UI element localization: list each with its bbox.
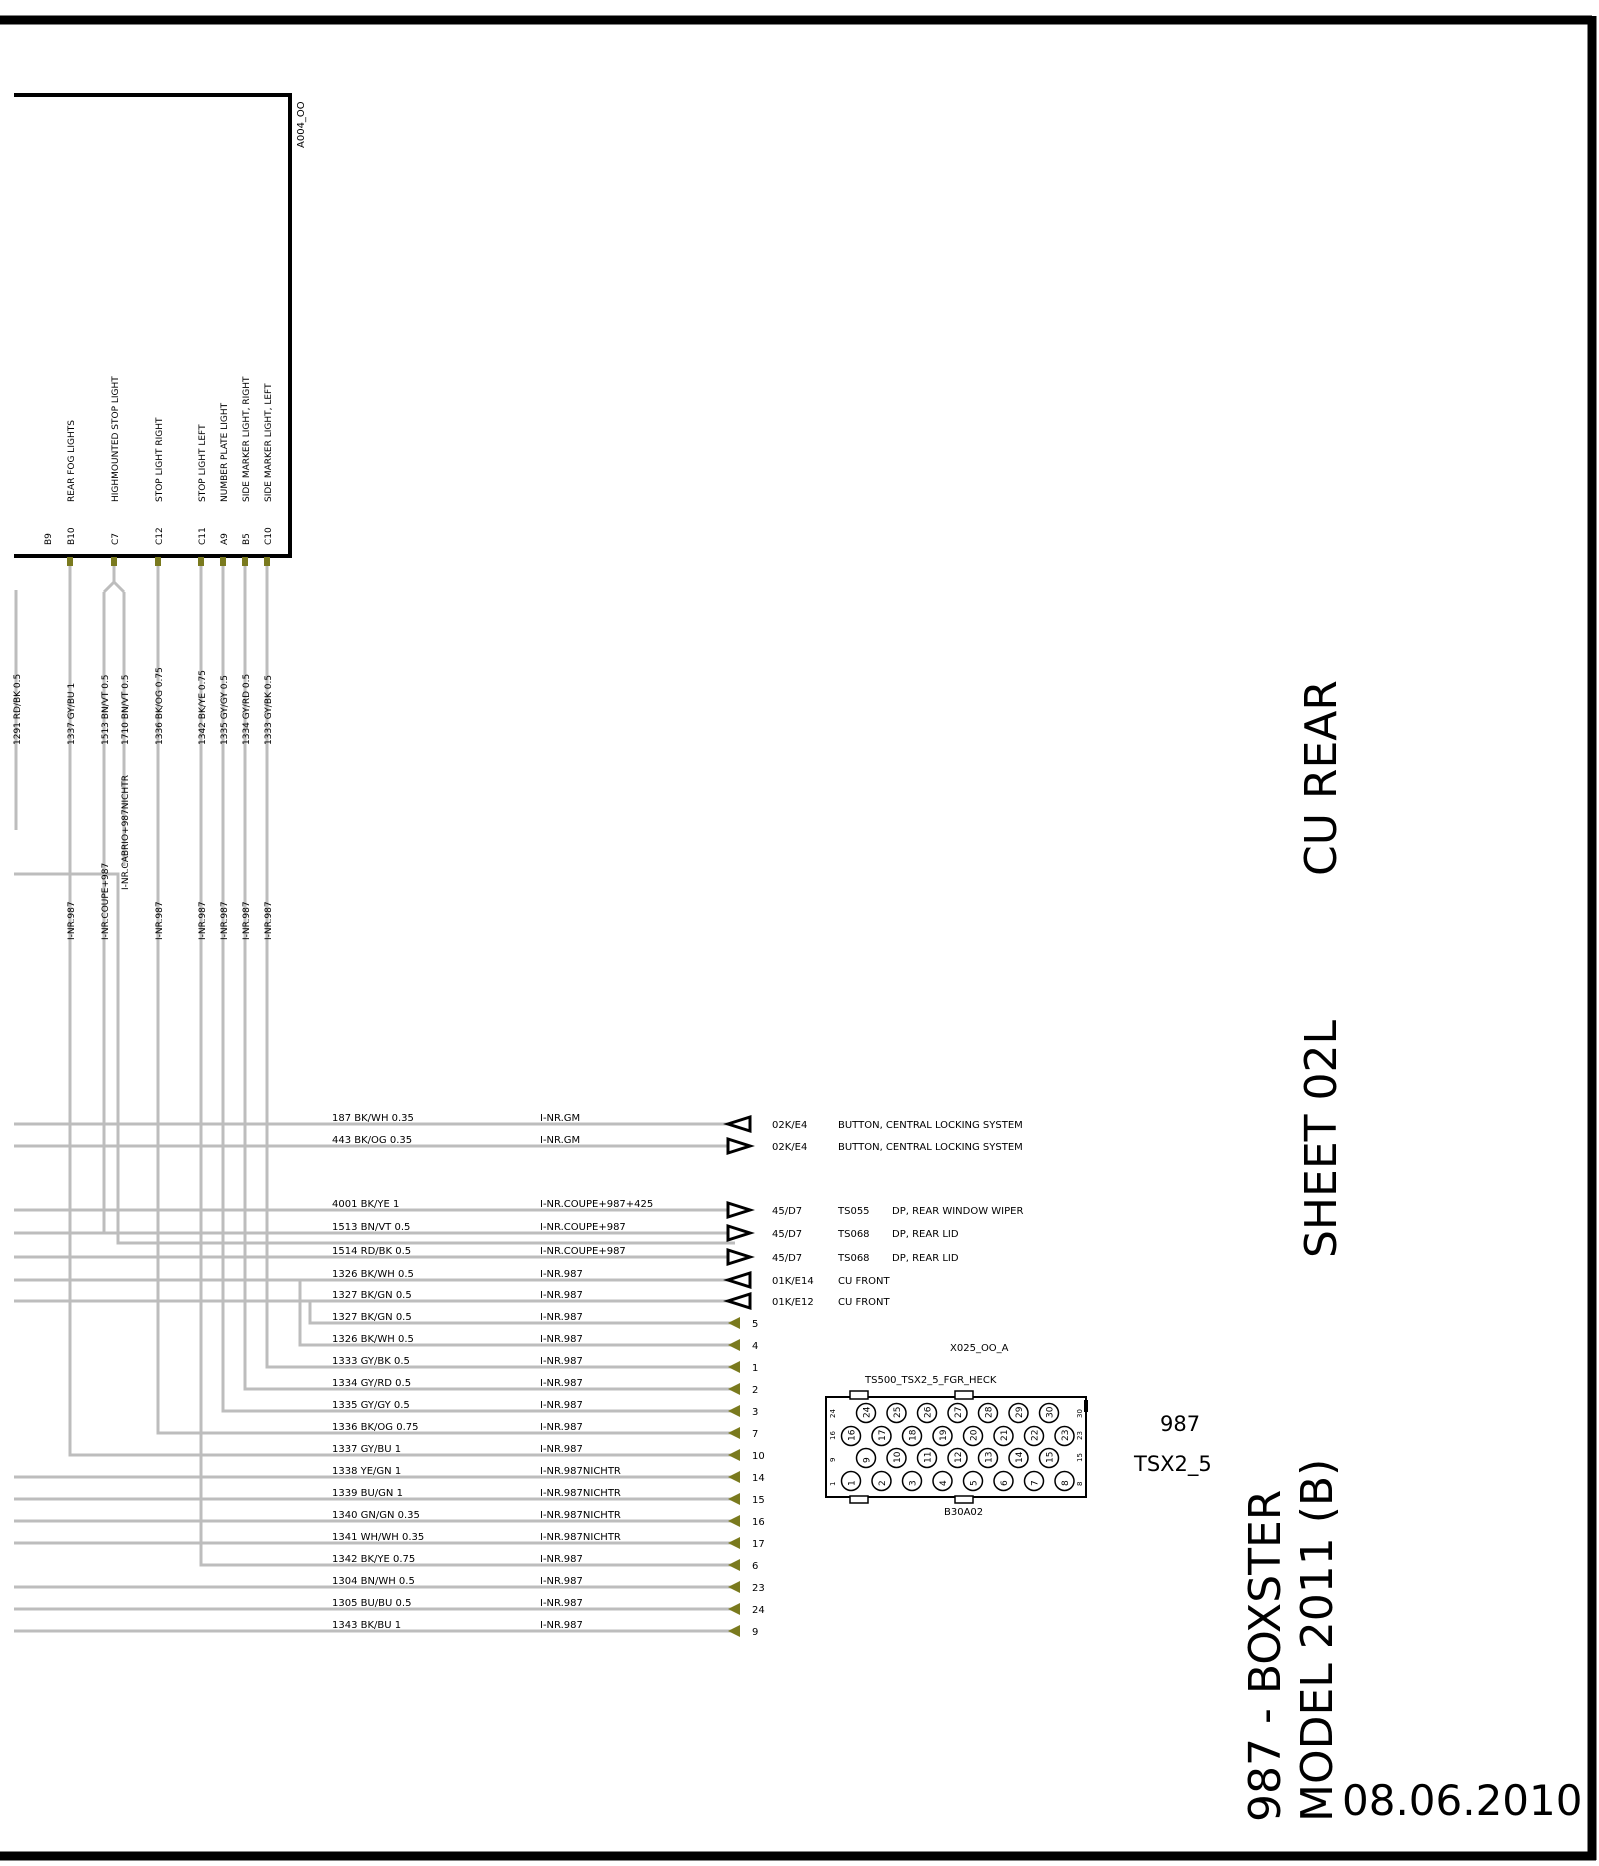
connector-pin-number: 17 (752, 1539, 765, 1550)
connector-housing: TS500_TSX2_5_FGR_HECK (865, 1375, 997, 1386)
signal-row-reference: 01K/E12 (772, 1297, 814, 1308)
module-pin-description: STOP LIGHT LEFT (198, 424, 208, 502)
connector-pin-terminal (728, 1537, 740, 1549)
connector-row-wire-label: 1336 BK/OG 0.75 (332, 1422, 419, 1433)
vertical-wire-label: 1710 BN/VT 0.5 (121, 674, 131, 745)
module-id: A004_OO (296, 101, 307, 148)
module-pin-label: B9 (44, 533, 54, 545)
connector-row-wire-label: 1304 BN/WH 0.5 (332, 1576, 415, 1587)
connector-row-wire-label: 1337 GY/BU 1 (332, 1444, 402, 1455)
incoming-arrow (728, 1117, 750, 1131)
vertical-wire-label: 1337 GY/BU 1 (67, 682, 77, 745)
vertical-wire-label: 1342 BK/YE 0.75 (198, 670, 208, 745)
connector-side-mark: 24 (829, 1409, 837, 1418)
connector-pin-number: 6 (752, 1561, 759, 1572)
module-pin-label: C12 (155, 527, 165, 545)
title-model-line2: MODEL 2011 (B) (1292, 1458, 1343, 1822)
vertical-wire-label: 1334 GY/RD 0.5 (242, 673, 252, 745)
incoming-arrow (728, 1294, 750, 1308)
connector-cavity-label: 11 (923, 1451, 934, 1463)
module-pin-label: C7 (111, 532, 121, 545)
connector-cavity-label: 22 (1030, 1429, 1041, 1441)
connector-row-variant: I-NR.987 (540, 1444, 583, 1455)
signal-row-wire-label: 1514 RD/BK 0.5 (332, 1246, 412, 1257)
connector-row-wire-label: 1338 YE/GN 1 (332, 1466, 402, 1477)
vertical-wire-variant: I-NR.987 (155, 901, 165, 940)
connector-pin-terminal (728, 1427, 740, 1439)
connector-pin-terminal (728, 1625, 740, 1637)
signal-row-reference: 01K/E14 (772, 1276, 814, 1287)
module-pin-label: B5 (242, 533, 252, 545)
module-pin-label: C11 (198, 527, 208, 545)
connector-pin-terminal (728, 1559, 740, 1571)
pin-terminal (198, 557, 204, 566)
connector-pin-terminal (728, 1471, 740, 1483)
connector-cavity-label: 15 (1045, 1451, 1056, 1463)
signal-row-variant: I-NR.GM (540, 1135, 581, 1146)
connector-row-variant: I-NR.987 (540, 1422, 583, 1433)
connector-row-variant: I-NR.987 (540, 1620, 583, 1631)
connector-pin-number: 24 (752, 1605, 765, 1616)
connector-cavity-label: 16 (847, 1429, 858, 1441)
vertical-wire-variant: I-NR.987 (198, 901, 208, 940)
connector-side-mark: 15 (1076, 1453, 1084, 1462)
connector-row-variant: I-NR.987 (540, 1576, 583, 1587)
wire-1334 (245, 566, 732, 1389)
connector-cavity-label: 13 (984, 1451, 995, 1463)
signal-row-variant: I-NR.COUPE+987 (540, 1246, 626, 1257)
connector-row-wire-label: 1343 BK/BU 1 (332, 1620, 402, 1631)
connector-row-variant: I-NR.987NICHTR (540, 1532, 621, 1543)
pin-terminal (67, 557, 73, 566)
connector-cavity-label: 24 (862, 1406, 873, 1418)
outgoing-arrow (728, 1139, 750, 1153)
signal-row-terminal: TS068 (838, 1229, 870, 1240)
signal-row-variant: I-NR.987 (540, 1290, 583, 1301)
connector-cavity-label: 26 (923, 1406, 934, 1418)
connector-pin-number: 2 (752, 1385, 759, 1396)
connector-pin-terminal (728, 1405, 740, 1417)
connector-row-variant: I-NR.987NICHTR (540, 1488, 621, 1499)
signal-row-variant: I-NR.COUPE+987+425 (540, 1199, 654, 1210)
incoming-arrow (728, 1273, 750, 1287)
connector-row-wire-label: 1339 BU/GN 1 (332, 1488, 403, 1499)
connector-cavity-label: 5 (969, 1480, 980, 1486)
pin-terminal (220, 557, 226, 566)
connector-cavity-label: 25 (893, 1406, 903, 1418)
module-pin-label: B10 (67, 527, 77, 545)
connector-pin-number: 5 (752, 1319, 759, 1330)
connector-row-wire-label: 1333 GY/BK 0.5 (332, 1356, 410, 1367)
connector-row-variant: I-NR.987 (540, 1334, 583, 1345)
connector-row-wire-label: 1340 GN/GN 0.35 (332, 1510, 420, 1521)
module-pin-label: A9 (220, 533, 230, 545)
connector-part: B30A02 (944, 1507, 984, 1518)
signal-row-reference: 02K/E4 (772, 1142, 808, 1153)
title-sheet: SHEET 02L (1296, 1020, 1347, 1258)
connector-row-variant: I-NR.987 (540, 1400, 583, 1411)
signal-row-description: DP, REAR LID (892, 1229, 959, 1240)
connector-row-wire-label: 1342 BK/YE 0.75 (332, 1554, 416, 1565)
connector-pin-terminal (728, 1449, 740, 1461)
connector-side-mark: 1 (829, 1481, 837, 1486)
connector-cavity-label: 28 (984, 1406, 995, 1418)
connector-row-variant: I-NR.987 (540, 1356, 583, 1367)
connector-pin-number: 15 (752, 1495, 765, 1506)
connector-cavity-label: 8 (1061, 1480, 1071, 1486)
connector-cavity-label: 6 (1000, 1480, 1010, 1486)
connector-row-variant: I-NR.987 (540, 1598, 583, 1609)
connector-cavity-label: 10 (893, 1451, 903, 1463)
vertical-wire-label: 1335 GY/GY 0.5 (220, 674, 230, 745)
connector-cavity-label: 4 (939, 1480, 949, 1486)
connector-row-variant: I-NR.987 (540, 1312, 583, 1323)
signal-row-variant: I-NR.987 (540, 1269, 583, 1280)
connector-row-variant: I-NR.987 (540, 1378, 583, 1389)
connector-row-wire-label: 1327 BK/GN 0.5 (332, 1312, 412, 1323)
connector-key (1084, 1400, 1088, 1412)
connector-side-mark: 23 (1076, 1431, 1084, 1440)
vertical-wire-variant: I-NR.987 (67, 901, 77, 940)
connector-side-mark: 30 (1076, 1409, 1084, 1418)
signal-row-reference: 02K/E4 (772, 1120, 808, 1131)
signal-row-wire-label: 187 BK/WH 0.35 (332, 1113, 414, 1124)
connector-pin-number: 14 (752, 1473, 765, 1484)
connector-pin-terminal (728, 1493, 740, 1505)
vertical-wire-variant: I-NR.987 (242, 901, 252, 940)
module-pin-description: SIDE MARKER LIGHT, RIGHT (242, 376, 252, 502)
connector-id: X025_OO_A (950, 1343, 1009, 1354)
connector-row-wire-label: 1326 BK/WH 0.5 (332, 1334, 414, 1345)
signal-row-wire-label: 1513 BN/VT 0.5 (332, 1222, 411, 1233)
signal-row-reference: 45/D7 (772, 1206, 803, 1217)
module-pin-description: NUMBER PLATE LIGHT (220, 402, 230, 502)
vertical-wire-label: 1291 RD/BK 0.5 (13, 673, 23, 745)
connector-pin-number: 3 (752, 1407, 759, 1418)
outgoing-arrow (728, 1203, 750, 1217)
connector-latch (850, 1496, 868, 1503)
title-date: 08.06.2010 (1342, 1776, 1583, 1825)
connector-cavity-label: 20 (969, 1429, 980, 1441)
vertical-wire-variant: I-NR.CABRIO+987NICHTR (121, 775, 131, 890)
connector-pin-number: 10 (752, 1451, 765, 1462)
connector-cavity-label: 30 (1045, 1406, 1056, 1418)
connector-latch (850, 1391, 868, 1399)
signal-row-description: BUTTON, CENTRAL LOCKING SYSTEM (838, 1120, 1023, 1131)
connector-row-wire-label: 1335 GY/GY 0.5 (332, 1400, 410, 1411)
pin-terminal (155, 557, 161, 566)
connector-cavity-label: 1 (847, 1480, 858, 1486)
connector-row-variant: I-NR.987NICHTR (540, 1466, 621, 1477)
connector-pin-number: 7 (752, 1429, 759, 1440)
signal-row-terminal: TS068 (838, 1253, 870, 1264)
vertical-wire-variant: I-NR.COUPE+987 (101, 862, 111, 940)
module-pin-description: STOP LIGHT RIGHT (155, 417, 165, 502)
signal-row-variant: I-NR.GM (540, 1113, 581, 1124)
vertical-wire-variant: I-NR.987 (264, 901, 274, 940)
connector-diagram (826, 1343, 1088, 1518)
outgoing-arrow (728, 1226, 750, 1240)
connector-pin-terminal (728, 1603, 740, 1615)
connector-cavity-label: 14 (1015, 1451, 1025, 1463)
title-subject: CU REAR (1296, 680, 1347, 876)
connector-pin-terminal (728, 1317, 740, 1329)
connector-cavity-label: 27 (954, 1406, 964, 1418)
wire-1342 (201, 566, 732, 1565)
signal-row-terminal: TS055 (838, 1206, 870, 1217)
signal-row-description: DP, REAR LID (892, 1253, 959, 1264)
vertical-wire-variant: I-NR.987 (220, 901, 230, 940)
connector-latch (955, 1496, 973, 1503)
signal-row-wire-label: 4001 BK/YE 1 (332, 1199, 400, 1210)
pin-terminal (264, 557, 270, 566)
module-pin-label: C10 (264, 527, 274, 545)
connector-cavity-label: 19 (939, 1429, 949, 1441)
connector-pin-terminal (728, 1581, 740, 1593)
pin-terminal (111, 557, 117, 566)
connector-side-mark: 9 (829, 1457, 837, 1462)
signal-row-description: DP, REAR WINDOW WIPER (892, 1206, 1024, 1217)
connector-pin-terminal (728, 1515, 740, 1527)
signal-row-variant: I-NR.COUPE+987 (540, 1222, 626, 1233)
connector-cavity-label: 12 (954, 1451, 964, 1463)
connector-pin-number: 23 (752, 1583, 765, 1594)
connector-cavity-label: 7 (1030, 1480, 1041, 1486)
signal-row-wire-label: 443 BK/OG 0.35 (332, 1135, 413, 1146)
connector-pin-number: 16 (752, 1517, 765, 1528)
connector-row-variant: I-NR.987 (540, 1554, 583, 1565)
connector-cavity-label: 3 (908, 1480, 919, 1486)
connector-cavity-label: 23 (1061, 1429, 1071, 1441)
connector-cavity-label: 18 (908, 1429, 919, 1441)
pin-terminal (242, 557, 248, 566)
connector-model: 987 (1160, 1412, 1201, 1436)
connector-row-wire-label: 1334 GY/RD 0.5 (332, 1378, 412, 1389)
connector-side-mark: 16 (829, 1431, 837, 1440)
sheet-frame (0, 16, 1596, 1860)
wire-1513-branch (14, 874, 735, 1243)
outgoing-arrow (728, 1250, 750, 1264)
connector-row-wire-label: 1305 BU/BU 0.5 (332, 1598, 412, 1609)
connector-pin-terminal (728, 1383, 740, 1395)
connector-side-mark: 8 (1076, 1481, 1084, 1486)
connector-cavity-label: 21 (1000, 1429, 1010, 1441)
connector-type: TSX2_5 (1134, 1452, 1212, 1476)
module-pin-description: SIDE MARKER LIGHT, LEFT (264, 383, 274, 502)
connector-cavity-label: 29 (1015, 1406, 1025, 1418)
title-model-line1: 987 - BOXSTER (1240, 1489, 1291, 1822)
signal-row-wire-label: 1327 BK/GN 0.5 (332, 1290, 412, 1301)
vertical-wire-label: 1333 GY/BK 0.5 (264, 674, 274, 745)
signal-row-description: CU FRONT (838, 1297, 890, 1308)
connector-pin-number: 1 (752, 1363, 759, 1374)
connector-latch (955, 1391, 973, 1399)
connector-row-variant: I-NR.987NICHTR (540, 1510, 621, 1521)
connector-pin-terminal (728, 1339, 740, 1351)
connector-cavity-label: 2 (878, 1480, 888, 1486)
module-pin-description: HIGHMOUNTED STOP LIGHT (111, 376, 121, 502)
wire-c7-fork (104, 566, 124, 592)
signal-row-reference: 45/D7 (772, 1229, 803, 1240)
signal-row-description: BUTTON, CENTRAL LOCKING SYSTEM (838, 1142, 1023, 1153)
connector-cavity-label: 17 (878, 1429, 888, 1441)
module-pin-description: REAR FOG LIGHTS (67, 420, 77, 502)
connector-pin-number: 9 (752, 1627, 759, 1638)
signal-row-reference: 45/D7 (772, 1253, 803, 1264)
vertical-wire-label: 1513 BN/VT 0.5 (101, 674, 111, 745)
signal-row-wire-label: 1326 BK/WH 0.5 (332, 1269, 414, 1280)
vertical-wire-label: 1336 BK/OG 0.75 (155, 667, 165, 745)
connector-pin-terminal (728, 1361, 740, 1373)
signal-row-description: CU FRONT (838, 1276, 890, 1287)
connector-row-wire-label: 1341 WH/WH 0.35 (332, 1532, 425, 1543)
connector-pin-number: 4 (752, 1341, 759, 1352)
connector-cavity-label: 9 (862, 1457, 873, 1463)
